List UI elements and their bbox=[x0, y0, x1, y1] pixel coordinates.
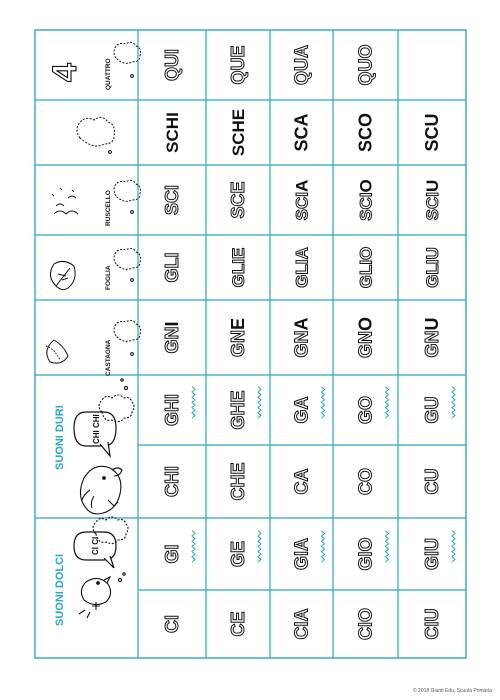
syllable-text: QUA bbox=[291, 45, 312, 85]
syllable-cell bbox=[422, 387, 455, 424]
syllable-cell bbox=[292, 469, 312, 495]
header-suoni-duri bbox=[54, 379, 134, 514]
wavy-underline-icon bbox=[386, 387, 389, 418]
syllable-cell bbox=[228, 387, 261, 430]
wavy-underline-icon bbox=[452, 531, 455, 562]
syllable-text: GA bbox=[291, 396, 312, 424]
quattro-number: 4 bbox=[46, 63, 84, 82]
stream-icon bbox=[52, 188, 78, 214]
syllable-cell bbox=[228, 531, 261, 567]
syllable-cell bbox=[162, 387, 195, 426]
syllable-cell bbox=[162, 253, 182, 283]
syllable-text: SCIU bbox=[423, 179, 442, 221]
syllable-text: SCIO bbox=[356, 179, 376, 221]
suoni-dolci-label: SUONI DOLCI bbox=[54, 553, 66, 626]
syllable-text: CO bbox=[355, 468, 376, 495]
syllable-cell bbox=[422, 531, 455, 570]
syllable-text: GNA bbox=[291, 317, 312, 358]
syllable-text: CI bbox=[162, 615, 182, 633]
syllable-cell bbox=[162, 531, 195, 564]
syllable-text: GNE bbox=[228, 317, 248, 358]
syllable-cell bbox=[228, 181, 248, 218]
syllable-cell bbox=[422, 469, 442, 495]
syllable-text: CHE bbox=[228, 462, 248, 501]
syllable-text: CHI bbox=[162, 466, 182, 497]
syllable-text: GLIE bbox=[229, 247, 248, 288]
cloud-icon-castagna bbox=[114, 320, 141, 355]
syllable-text: GNI bbox=[162, 321, 182, 354]
syllable-cell bbox=[162, 321, 182, 353]
syllable-text: SCU bbox=[422, 113, 442, 152]
syllable-text: QUE bbox=[228, 45, 248, 85]
syllable-text: CIA bbox=[291, 608, 312, 640]
chestnut-icon bbox=[46, 340, 68, 363]
syllable-text: SCA bbox=[291, 113, 312, 152]
syllable-cell bbox=[356, 44, 376, 85]
syllable-text: GU bbox=[422, 396, 442, 424]
syllable-cell bbox=[357, 247, 376, 289]
syllable-cell bbox=[357, 179, 376, 221]
header-quattro bbox=[46, 42, 141, 90]
syllable-cell bbox=[162, 615, 182, 633]
syllable-text: GNU bbox=[422, 317, 442, 358]
syllable-cell bbox=[292, 531, 325, 570]
syllable-text: GIU bbox=[422, 537, 442, 571]
syllable-text: GHI bbox=[162, 393, 182, 427]
syllable-cell bbox=[228, 462, 248, 500]
wavy-underline-icon bbox=[192, 531, 195, 562]
syllable-cell bbox=[356, 317, 376, 358]
bubble-ci-text: CI CI bbox=[91, 536, 100, 555]
header-empty-cloud bbox=[77, 117, 114, 153]
castagna-label: CASTAGNA bbox=[105, 339, 112, 376]
syllable-text: SCE bbox=[228, 181, 248, 219]
syllable-text: GHE bbox=[228, 390, 248, 430]
wavy-underline-icon bbox=[386, 531, 389, 562]
syllable-cell bbox=[162, 185, 182, 215]
syllable-text: GIO bbox=[355, 537, 376, 571]
syllable-text: GLIO bbox=[356, 246, 376, 289]
syllable-text: GLI bbox=[162, 252, 182, 283]
wavy-underline-icon bbox=[452, 387, 455, 418]
syllable-text: GE bbox=[228, 540, 248, 568]
syllable-cell bbox=[356, 608, 376, 640]
syllable-text: QUO bbox=[355, 44, 376, 86]
syllable-text: GO bbox=[355, 395, 376, 425]
ruscello-label: RUSCELLO bbox=[105, 190, 112, 226]
syllable-text: CIU bbox=[422, 608, 442, 640]
cloud-icon-foglia bbox=[114, 248, 141, 281]
suoni-duri-label: SUONI DURI bbox=[54, 405, 66, 470]
foglia-label: FOGLIA bbox=[105, 265, 112, 290]
syllable-text: SCIA bbox=[292, 179, 312, 221]
syllable-text: GIA bbox=[291, 537, 312, 571]
syllable-cell bbox=[423, 247, 442, 288]
syllable-cell bbox=[422, 609, 442, 640]
syllable-text: CE bbox=[228, 611, 248, 637]
table-grid bbox=[35, 30, 466, 658]
syllable-cell bbox=[162, 466, 182, 497]
wavy-underline-icon bbox=[322, 387, 325, 418]
syllable-text: SCO bbox=[355, 112, 376, 153]
wavy-underline-icon bbox=[258, 531, 261, 562]
wavy-underline-icon bbox=[258, 387, 261, 418]
cloud-icon-ruscello bbox=[114, 180, 141, 213]
syllable-text: GNO bbox=[355, 316, 376, 359]
syllable-cell bbox=[356, 387, 389, 424]
syllable-cell bbox=[229, 248, 248, 288]
syllable-cell bbox=[423, 180, 442, 221]
syllable-cell bbox=[356, 468, 376, 495]
header-foglia bbox=[50, 248, 140, 290]
syllable-cell bbox=[292, 387, 325, 424]
syllable-text: GLIU bbox=[423, 247, 442, 288]
copyright-footer: © 2018 Giunti Edu, Scuola Primaria bbox=[412, 688, 492, 694]
header-ruscello bbox=[52, 180, 141, 226]
syllable-cell bbox=[292, 609, 312, 640]
syllable-text: GI bbox=[162, 544, 182, 564]
quattro-label: QUATTRO bbox=[105, 58, 112, 90]
header-castagna bbox=[46, 320, 141, 376]
syllable-cell bbox=[293, 247, 312, 288]
wavy-underline-icon bbox=[192, 387, 195, 418]
rooster-icon bbox=[80, 466, 122, 514]
syllable-cell bbox=[292, 318, 312, 358]
syllable-cell bbox=[356, 113, 376, 152]
syllable-cell bbox=[422, 318, 442, 358]
syllable-text: CA bbox=[291, 468, 312, 495]
syllable-cell bbox=[163, 112, 182, 153]
cloud-icon-empty bbox=[77, 117, 114, 153]
syllable-cell bbox=[422, 113, 442, 151]
syllable-text: SCHE bbox=[229, 108, 248, 157]
syllable-cell bbox=[228, 318, 248, 357]
syllable-text: CIO bbox=[355, 607, 376, 641]
syllable-text: SCI bbox=[162, 184, 182, 216]
syllable-cell bbox=[293, 180, 312, 221]
syllable-cell bbox=[229, 109, 248, 156]
syllable-cell bbox=[292, 113, 312, 151]
syllable-text: SCHI bbox=[163, 112, 182, 153]
wavy-underline-icon bbox=[322, 531, 325, 562]
syllable-text: QUI bbox=[162, 48, 182, 82]
syllable-cell bbox=[356, 531, 389, 571]
header-suoni-dolci bbox=[54, 517, 128, 626]
bubble-chi-text: CHI CHI bbox=[92, 414, 101, 444]
speech-bubble-chi bbox=[74, 412, 116, 456]
chick-icon bbox=[79, 577, 111, 618]
syllable-cell bbox=[162, 49, 182, 81]
cloud-icon-quattro bbox=[114, 42, 141, 77]
syllable-cell bbox=[228, 611, 248, 636]
syllable-cell bbox=[292, 45, 312, 85]
syllable-text: CU bbox=[422, 468, 442, 495]
leaf-icon bbox=[50, 261, 75, 289]
syllable-text: GLIA bbox=[292, 247, 312, 288]
syllable-cell bbox=[228, 45, 248, 84]
speech-bubble-ci bbox=[74, 532, 116, 568]
